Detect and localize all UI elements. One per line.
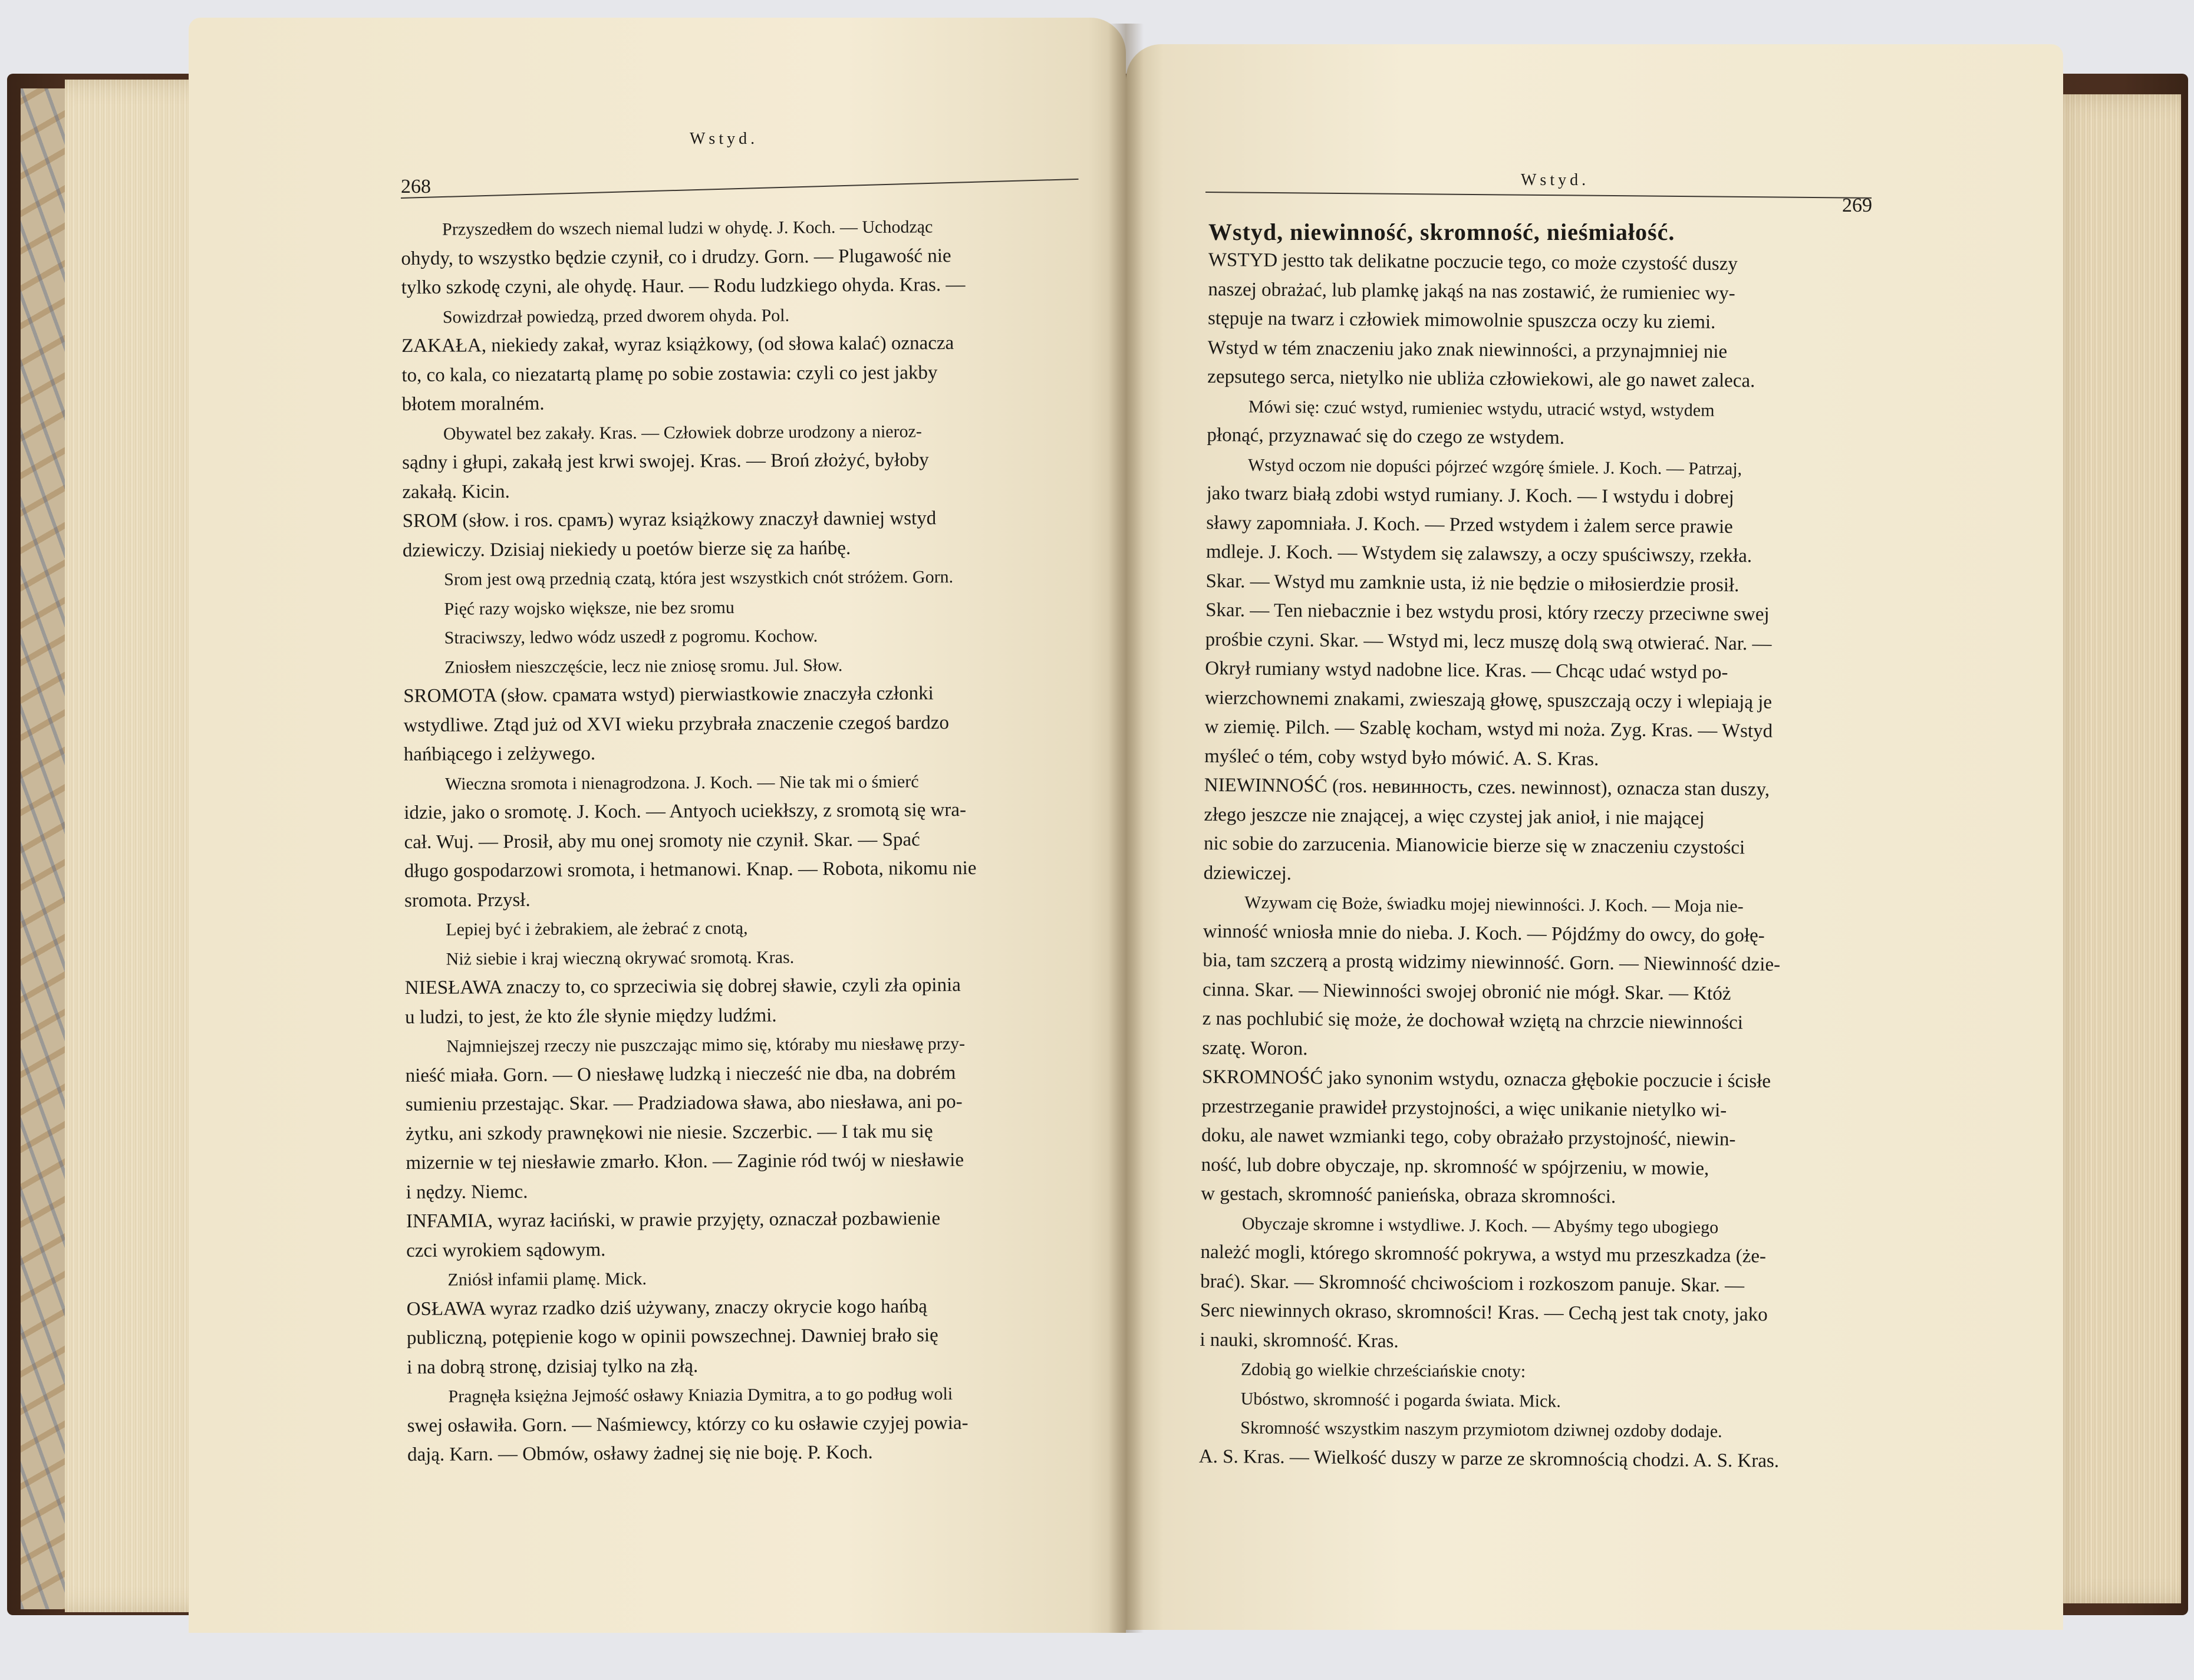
book-gutter [1108, 24, 1144, 1633]
text-line: dziewiczy. Dzisiaj niekiedy u poetów bierze się za hańbę. [402, 537, 851, 561]
section-title: Wstyd, niewinność, skromność, nieśmiałość. [1208, 219, 1675, 245]
text-line: Serc niewinnych okraso, skromności! Kras. — Cechą jest tak cnoty, jako [1200, 1299, 1768, 1326]
text-line: brać). Skar. — Skromność chciwościom i rozkoszom panuje. Skar. — [1200, 1270, 1745, 1296]
text-line: sumieniu przestając. Skar. — Pradziadowa sława, abo niesława, ani po- [405, 1091, 963, 1115]
text-line: SKROMNOŚĆ jako synonim wstydu, oznacza głębokie poczucie i ścisłe [1201, 1066, 1771, 1092]
text-line: SROMOTA (słow. срамата wstyd) pierwiastkowie znaczyła członki [403, 683, 934, 707]
text-line: wierzchownemi znakami, zwieszają głowę, spuszczają oczy i wlepiają je [1204, 687, 1773, 713]
text-line: złego jeszcze nie znającej, a więc czystej jak anioł, i nie mającej [1204, 803, 1705, 829]
text-line: mdleje. J. Koch. — Wstydem się zalawszy, a oczy spuściwszy, rzekła. [1205, 541, 1752, 567]
text-line: długo gospodarzowi sromota, i hetmanowi. Knap. — Robota, nikomu nie [404, 857, 977, 882]
text-line: WSTYD jestto tak delikatne poczucie tego, co może czystość duszy [1208, 249, 1738, 275]
text-line: Zniósł infamii plamę. Mick. [447, 1269, 647, 1290]
text-line: i nędzy. Niemc. [406, 1181, 528, 1203]
header-rule [401, 179, 1079, 199]
text-line: bia, tam szczerą a prostą widzimy niewinność. Gorn. — Niewinność dzie- [1203, 949, 1781, 976]
text-line: Przyszedłem do wszech niemal ludzi w ohydę. J. Koch. — Uchodząc [442, 217, 933, 239]
left-page [189, 18, 1126, 1633]
text-line: Wzywam cię Boże, świadku mojej niewinności. J. Koch. — Moja nie- [1244, 892, 1744, 917]
text-line: i na dobrą stronę, dzisiaj tylko na złą. [407, 1355, 699, 1378]
text-line: Pięć razy wojsko większe, nie bez sromu [444, 597, 734, 619]
right-page [1126, 44, 2063, 1630]
text-line: Wstyd oczom nie dopuści pójrzeć wzgórę śmiele. J. Koch. — Patrzaj, [1247, 455, 1742, 479]
text-line: stępuje na twarz i człowiek mimowolnie spuszcza oczy ku ziemi. [1207, 307, 1716, 333]
text-line: Okrył rumiany wstyd nadobne lice. Kras. — Chcąc udać wstyd po- [1205, 657, 1728, 683]
text-line: Obyczaje skromne i wstydliwe. J. Koch. — Abyśmy tego ubogiego [1241, 1213, 1719, 1237]
running-head: Wstyd. [690, 130, 759, 148]
text-line: Pragnęła księżna Jejmość osławy Kniazia Dymitra, a to go podług woli [448, 1384, 953, 1406]
text-line: dziewiczej. [1203, 862, 1292, 884]
text-line: prośbie czyni. Skar. — Wstyd mi, lecz muszę dolą swą otwierać. Nar. — [1205, 628, 1772, 655]
text-line: sromota. Przysł. [404, 889, 531, 911]
text-line: sądny i głupi, zakałą jest krwi swojej. Kras. — Broń złożyć, byłoby [402, 449, 929, 473]
text-line: doku, ale nawet wzmianki tego, coby obrażało przystojność, niewin- [1201, 1124, 1736, 1151]
text-line: ohydy, to wszystko będzie czynił, co i drudzy. Gorn. — Plugawość nie [401, 245, 951, 269]
text-line: Lepiej być i żebrakiem, ale żebrać z cnotą, [446, 918, 748, 940]
text-line: OSŁAWA wyraz rzadko dziś używany, znaczy okrycie kogo hańbą [406, 1295, 927, 1320]
text-line: INFAMIA, wyraz łaciński, w prawie przyjęty, oznaczał pozbawienie [406, 1208, 941, 1232]
text-line: zepsutego serca, nietylko nie ubliża człowiekowi, ale go nawet zaleca. [1207, 365, 1755, 392]
text-line: Straciwszy, ledwo wódz uszedł z pogromu. Kochow. [444, 626, 818, 648]
right-page-edges [2045, 94, 2181, 1603]
text-line: nieść miała. Gorn. — O niesławę ludzką i niecześć nie dba, na dobrém [405, 1062, 956, 1086]
text-line: przestrzeganie prawideł przystojności, a więc unikanie nietylko wi- [1201, 1095, 1727, 1121]
text-line: publiczną, potępienie kogo w opinii powszechnej. Dawniej brało się [406, 1325, 938, 1349]
text-line: jako twarz białą zdobi wstyd rumiany. J. Koch. — I wstydu i dobrej [1206, 482, 1734, 509]
text-line: Ubóstwo, skromność i pogarda świata. Mick. [1240, 1388, 1562, 1411]
text-line: błotem moralném. [401, 393, 545, 415]
text-line: płonąć, przyznawać się do czego ze wstydem. [1207, 424, 1565, 449]
text-line: sławy zapomniała. J. Koch. — Przed wstydem i żalem serce prawie [1206, 512, 1733, 538]
text-line: nic sobie do zarzucenia. Mianowicie bierze się w znaczeniu czystości [1203, 832, 1745, 859]
running-head: Wstyd. [1521, 171, 1590, 189]
text-line: Sowizdrzał powiedzą, przed dworem ohyda. Pol. [442, 305, 790, 327]
text-line: hańbiącego i zelżywego. [403, 743, 596, 765]
header-rule [1205, 192, 1872, 199]
text-line: w gestach, skromność panieńska, obraza skromności. [1201, 1182, 1616, 1208]
text-line: żytku, ani szkody prawnękowi nie niesie. Szczerbic. — I tak mu się [406, 1120, 933, 1145]
text-line: to, co kala, co niezatartą plamę po sobie zostawia: czyli co jest jakby [401, 361, 938, 386]
left-text-block [401, 212, 1091, 1470]
text-line: NIESŁAWA znaczy to, co sprzeciwia się dobrej sławie, czyli zła opinia [404, 974, 961, 999]
page-number: 268 [401, 176, 431, 197]
page-number: 269 [1842, 195, 1872, 216]
text-line: szatę. Woron. [1202, 1037, 1308, 1059]
text-line: wstydliwe. Ztąd już od XVI wieku przybrała znaczenie czegoś bardzo [403, 711, 950, 736]
text-line: Wieczna sromota i nienagrodzona. J. Koch. — Nie tak mi o śmierć [444, 771, 919, 794]
text-line: u ludzi, to jest, że kto źle słynie między ludźmi. [405, 1004, 777, 1028]
text-line: Mówi się: czuć wstyd, rumieniec wstydu, utracić wstyd, wstydem [1248, 397, 1715, 420]
text-line: Wstyd w tém znaczeniu jako znak niewinności, a przynajmniej nie [1207, 337, 1728, 363]
text-line: Obywatel bez zakały. Kras. — Człowiek dobrze urodzony a nieroz- [443, 421, 922, 444]
text-line: Skromność wszystkim naszym przymiotom dziwnej ozdoby dodaje. [1240, 1418, 1722, 1441]
text-line: Niż siebie i kraj wieczną okrywać sromotą. Kras. [446, 947, 795, 969]
text-line: ność, lub dobre obyczaje, np. skromność w spójrzeniu, w mowie, [1201, 1154, 1709, 1180]
text-line: ZAKAŁA, niekiedy zakał, wyraz książkowy, (od słowa kalać) oznacza [401, 332, 954, 357]
text-line: Skar. — Ten niebacznie i bez wstydu prosi, który rzeczy przeciwne swej [1205, 599, 1770, 625]
text-line: cinna. Skar. — Niewinności swojej obronić nie mógł. Skar. — Któż [1202, 979, 1731, 1004]
text-line: winność wniosła mnie do nieba. J. Koch. — Pójdźmy do owcy, do gołę- [1203, 920, 1765, 946]
text-line: myśleć o tém, coby wstyd było mówić. A. S. Kras. [1204, 745, 1599, 770]
text-line: SROM (słow. i ros. срамъ) wyraz książkowy znaczył dawniej wstyd [402, 508, 937, 532]
right-text-block [1199, 246, 1875, 1477]
text-line: Zniosłem nieszczęście, lecz nie zniosę sromu. Jul. Słow. [444, 655, 843, 677]
text-line: naszej obrażać, lub plamkę jakąś na nas zostawić, że rumieniec wy- [1208, 278, 1735, 304]
text-line: z nas pochlubić się może, że dochował wziętą na chrzcie niewinności [1202, 1007, 1744, 1034]
text-line: należć mogli, którego skromność pokrywa, a wstyd mu przeszkadza (że- [1200, 1241, 1767, 1267]
text-line: cał. Wuj. — Prosił, aby mu onej sromoty nie czynił. Skar. — Spać [404, 828, 920, 853]
text-line: Zdobią go wielkie chrześciańskie cnoty: [1240, 1359, 1526, 1382]
text-line: tylko szkodę czyni, ale ohydę. Haur. — Rodu ludzkiego ohyda. Kras. — [401, 274, 966, 298]
text-line: Srom jest ową przednią czatą, która jest wszystkich cnót stróżem. Gorn. [444, 567, 954, 589]
text-line: dają. Karn. — Obmów, osławy żadnej się nie boję. P. Koch. [407, 1441, 873, 1465]
text-line: i nauki, skromność. Kras. [1200, 1329, 1399, 1352]
text-line: NIEWINNOŚĆ (ros. невинность, czes. newinnost), oznacza stan duszy, [1204, 774, 1770, 801]
text-line: w ziemię. Pilch. — Szablę kocham, wstyd mi noża. Zyg. Kras. — Wstyd [1204, 716, 1773, 742]
text-line: idzie, jako o sromotę. J. Koch. — Antyoch uciekłszy, z sromotą się wra- [404, 799, 967, 823]
text-line: czci wyrokiem sądowym. [406, 1238, 606, 1261]
text-line: Skar. — Wstyd mu zamknie usta, iż nie będzie o miłosierdzie prosił. [1205, 570, 1740, 596]
text-line: mizernie w tej niesławie zmarło. Kłon. — Zaginie ród twój w niesławie [406, 1149, 964, 1174]
text-line: swej osławiła. Gorn. — Naśmiewcy, którzy co ku osławie czyjej powia- [407, 1412, 968, 1437]
text-line: A. S. Kras. — Wielkość duszy w parze ze skromnością chodzi. A. S. Kras. [1198, 1445, 1780, 1472]
text-line: Najmniejszej rzeczy nie puszczając mimo się, któraby mu niesławę przy- [446, 1034, 966, 1056]
text-line: zakałą. Kicin. [402, 480, 510, 503]
